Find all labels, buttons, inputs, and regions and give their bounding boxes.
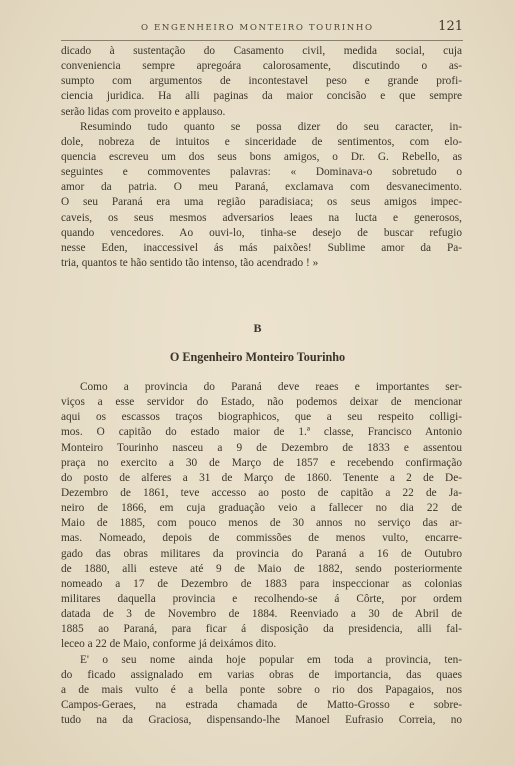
text-line: do posto de alferes a 31 de Março de 1860. Tenente a 2 de De- <box>61 471 462 484</box>
text-line: tudo na da Graciosa, dispensando-lhe Manoel Eufrasio Correia, no <box>61 714 462 727</box>
text-line: O seu Paraná era uma região paradisiaca; os seus amigos impec- <box>61 196 462 209</box>
text-line: conveniencia sempre apregoára calorosamente, discutindo o as- <box>61 60 462 73</box>
text-line: seguintes e commoventes palavras: « Dominava-o sobretudo o <box>61 166 462 179</box>
paragraph-block-top <box>61 44 462 271</box>
text-line: quencia escreveu um dos seus bons amigos, o Dr. G. Rebello, as <box>61 150 462 163</box>
text-line: amor da patria. O meu Paraná, exclamava com desvanecimento. <box>61 181 462 194</box>
text-line: tria, quantos te hão sentido tão intenso, tão acendrado ! » <box>61 256 319 269</box>
page-header <box>61 19 463 41</box>
section-letter: B <box>253 321 262 335</box>
text-line: Monteiro Tourinho nasceu a 9 de Dezembro de 1833 e assentou <box>61 441 462 454</box>
text-line: serão lidas com proveito e applauso. <box>61 105 226 118</box>
text-line: sumpto com argumentos de incontestavel peso e grande profi- <box>61 75 462 88</box>
text-line: aqui os escassos traços biographicos, que a seu respeito colligi- <box>61 411 462 424</box>
text-line: do ficado assignalado em varias obras de importancia, das quaes <box>61 668 462 681</box>
text-line: militares daquella provincia e recolhendo-se á Côrte, por ordem <box>61 592 462 605</box>
text-line: nomeado a 17 de Dezembro de 1883 para inspeccionar as colonias <box>61 577 462 590</box>
text-line: caveis, os seus mesmos adversarios leaes na lucta e generosos, <box>61 211 462 224</box>
text-line: dole, nobreza de intuitos e sinceridade de sentimentos, com elo- <box>61 135 462 148</box>
text-line: quando vencedores. Ao ouvi-lo, tinha-se desejo de buscar refugio <box>61 226 462 239</box>
text-line: neiro de 1866, em cuja graduação veio a fallecer no dia 22 de <box>61 502 462 515</box>
text-line: Como a provincia do Paraná deve reaes e importantes ser- <box>80 381 462 393</box>
text-line: nesse Eden, inaccessivel ás más paixões! Sublime amor da Pa- <box>61 241 462 254</box>
text-line: 1885 ao Paraná, para ficar á disposição da presidencia, alli fal- <box>61 623 462 636</box>
text-line: mas. Nomeado, depois de commissões de menos vulto, encarre- <box>61 532 462 545</box>
text-line: gado das obras militares da provincia do Paraná a 16 de Outubro <box>61 547 462 560</box>
text-line: leceo a 22 de Maio, conforme já deixámos dito. <box>61 638 277 651</box>
text-line: Resumindo tudo quanto se possa dizer do seu caracter, in- <box>80 120 462 133</box>
text-line: Maio de 1885, com pouco menos de 30 annos no serviço das ar- <box>61 517 462 530</box>
text-line: dicado à sustentação do Casamento civil, medida social, cuja <box>61 45 462 57</box>
text-line: E' o seu nome ainda hoje popular em toda a provincia, ten- <box>80 653 462 666</box>
text-line: praça no exercito a 30 de Março de 1857 e recebendo confirmação <box>61 456 462 469</box>
text-line: a de mais vulto é a bella ponte sobre o rio dos Papagaios, nos <box>61 683 462 696</box>
page-number: 121 <box>438 19 463 34</box>
text-line: Dezembro de 1861, teve accesso ao posto de capitão a 22 de Ja- <box>61 486 462 499</box>
text-line: de 1880, alli esteve até 9 de Maio de 1882, sendo posteriormente <box>61 562 462 575</box>
text-line: ciencia juridica. Ha alli paginas da maior concisão e que sempre <box>61 90 462 103</box>
running-title: O ENGENHEIRO MONTEIRO TOURINHO <box>141 23 374 33</box>
text-line: mos. O capitão do estado maior de 1.ª classe, Francisco Antonio <box>61 426 462 439</box>
text-line: datada de 3 de Novembro de 1884. Reenviado a 30 de Abril de <box>61 608 462 621</box>
paragraph-block-bottom <box>61 380 462 728</box>
section-title: O Engenheiro Monteiro Tourinho <box>169 350 346 364</box>
text-line: viços a esse servidor do Estado, não podemos deixar de mencionar <box>61 396 462 409</box>
text-line: Campos-Geraes, na estrada chamada de Matto-Grosso e sobre- <box>61 698 462 711</box>
